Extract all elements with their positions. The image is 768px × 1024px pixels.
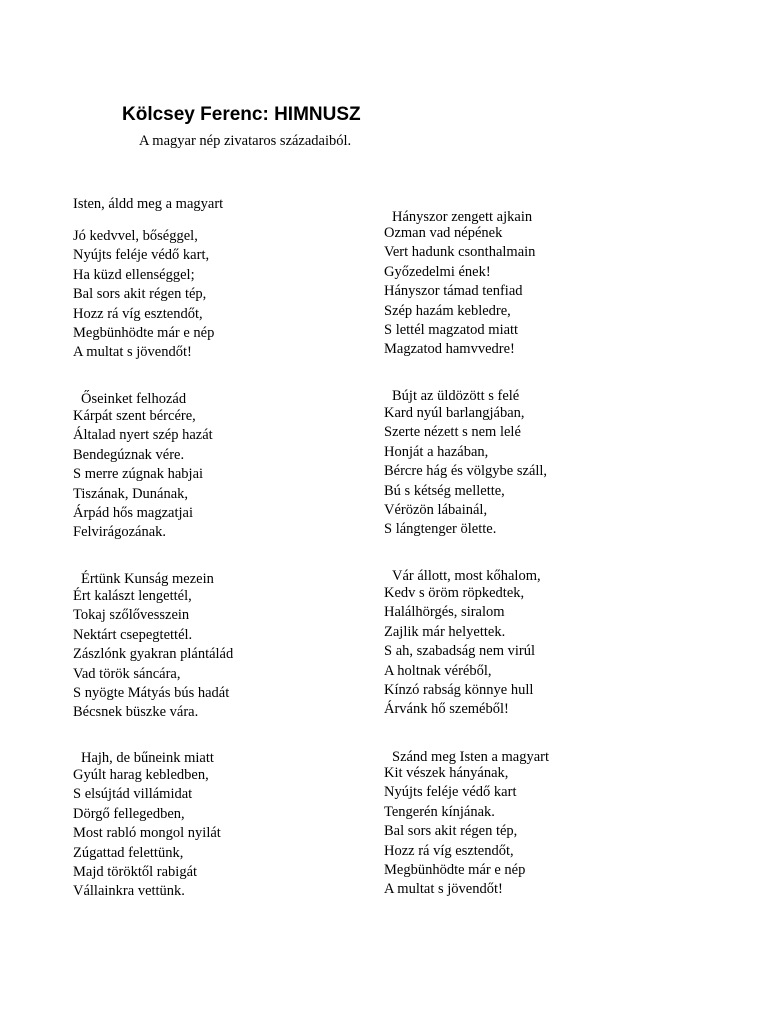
stanza-2-line-7: Magzatod hamvvedre! xyxy=(384,341,515,358)
stanza-7-line-2: S elsújtád villámidat xyxy=(73,786,193,803)
stanza-8-heading: Szánd meg Isten a magyart xyxy=(392,749,550,765)
stanza-1-line-6: Megbünhödte már e nép xyxy=(73,325,215,341)
stanza-7-line-6: Majd töröktől rabigát xyxy=(73,864,198,880)
stanza-6-line-1: Kedv s öröm röpkedtek, xyxy=(384,585,525,601)
stanza-4-line-3: Honját a hazában, xyxy=(384,443,489,460)
stanza-2-line-2: Vert hadunk csonthalmain xyxy=(384,244,536,261)
stanza-3-line-2: Általad nyert szép hazát xyxy=(73,427,213,444)
stanza-7-line-1: Gyúlt harag kebledben, xyxy=(73,767,209,783)
stanza-5-line-3: Nektárt csepegtettél. xyxy=(73,626,193,643)
stanza-8-line-5: Hozz rá víg esztendőt, xyxy=(384,842,514,859)
stanza-5-line-1: Ért kalászt lengettél, xyxy=(73,588,192,604)
stanza-4-line-1: Kard nyúl barlangjában, xyxy=(384,405,525,421)
stanza-3-line-6: Árpád hős magzatjai xyxy=(73,505,193,521)
stanza-6-heading: Vár állott, most kőhalom, xyxy=(392,568,541,584)
stanza-8-line-1: Kit vészek hányának, xyxy=(384,765,509,781)
stanza-6-line-3: Zajlik már helyettek. xyxy=(384,623,506,640)
stanza-8-line-2: Nyújts feléje védő kart xyxy=(384,784,517,801)
stanza-5-line-4: Zászlónk gyakran plántálád xyxy=(73,646,234,663)
stanza-4-line-7: S lángtenger ölette. xyxy=(384,521,497,538)
stanza-3-line-7: Felvirágozának. xyxy=(73,524,167,541)
stanza-7-line-4: Most rabló mongol nyilát xyxy=(73,825,221,842)
stanza-2-heading: Hányszor zengett ajkain xyxy=(392,209,533,225)
stanza-4-line-5: Bú s kétség mellette, xyxy=(384,482,505,499)
stanza-4-line-6: Vérözön lábainál, xyxy=(384,502,488,518)
stanza-6-line-2: Halálhörgés, siralom xyxy=(384,604,505,621)
stanza-7-line-7: Vállainkra vettünk. xyxy=(73,883,185,900)
stanza-2-line-4: Hányszor támad tenfiad xyxy=(384,283,523,300)
stanza-5-line-6: S nyögte Mátyás bús hadát xyxy=(73,685,230,701)
stanza-5-line-2: Tokaj szőlővesszein xyxy=(73,607,190,624)
stanza-6-line-4: S ah, szabadság nem virúl xyxy=(384,643,536,660)
stanza-4-heading: Bújt az üldözött s felé xyxy=(392,388,520,404)
stanza-1-line-4: Bal sors akit régen tép, xyxy=(73,286,207,303)
stanza-5-line-5: Vad török sáncára, xyxy=(73,665,181,682)
stanza-7-line-3: Dörgő fellegedben, xyxy=(73,805,185,822)
stanza-4-line-4: Bércre hág és völgybe száll, xyxy=(384,463,548,480)
document-title: Kölcsey Ferenc: HIMNUSZ xyxy=(122,104,361,125)
stanza-3-line-5: Tiszának, Dunának, xyxy=(73,485,189,502)
stanza-2-line-5: Szép hazám kebledre, xyxy=(384,302,511,319)
stanza-3-line-4: S merre zúgnak habjai xyxy=(73,466,204,483)
stanza-3-line-1: Kárpát szent bércére, xyxy=(73,408,196,424)
stanza-1-line-2: Nyújts feléje védő kart, xyxy=(73,247,210,264)
stanza-2-line-1: Ozman vad népének xyxy=(384,225,503,241)
stanza-1-line-7: A multat s jövendőt! xyxy=(73,344,192,361)
stanza-1-line-5: Hozz rá víg esztendőt, xyxy=(73,305,203,322)
document-subtitle: A magyar nép zivataros századaiból. xyxy=(139,133,352,149)
stanza-5-line-7: Bécsnek büszke vára. xyxy=(73,704,199,721)
stanza-2-line-3: Győzedelmi ének! xyxy=(384,263,491,280)
stanza-2-line-6: S lettél magzatod miatt xyxy=(384,322,519,338)
stanza-8-line-6: Megbünhödte már e nép xyxy=(384,862,526,878)
stanza-3-heading: Őseinket felhozád xyxy=(81,391,187,407)
stanza-1-heading: Isten, áldd meg a magyart xyxy=(73,196,224,212)
stanza-1-line-3: Ha küzd ellenséggel; xyxy=(73,266,195,283)
stanza-6-line-7: Árvánk hő szeméből! xyxy=(384,701,509,718)
stanza-4-line-2: Szerte nézett s nem lelé xyxy=(384,424,521,441)
stanza-3-line-3: Bendegúznak vére. xyxy=(73,446,185,463)
stanza-1-line-1: Jó kedvvel, bőséggel, xyxy=(73,228,198,244)
stanza-5-heading: Értünk Kunság mezein xyxy=(81,571,214,587)
stanza-7-heading: Hajh, de bűneink miatt xyxy=(81,750,214,766)
stanza-6-line-6: Kínzó rabság könnye hull xyxy=(384,682,534,698)
stanza-7-line-5: Zúgattad felettünk, xyxy=(73,844,184,861)
stanza-8-line-7: A multat s jövendőt! xyxy=(384,881,503,898)
stanza-8-line-3: Tengerén kínjának. xyxy=(384,803,495,820)
stanza-6-line-5: A holtnak véréből, xyxy=(384,662,492,679)
stanza-8-line-4: Bal sors akit régen tép, xyxy=(384,823,518,840)
